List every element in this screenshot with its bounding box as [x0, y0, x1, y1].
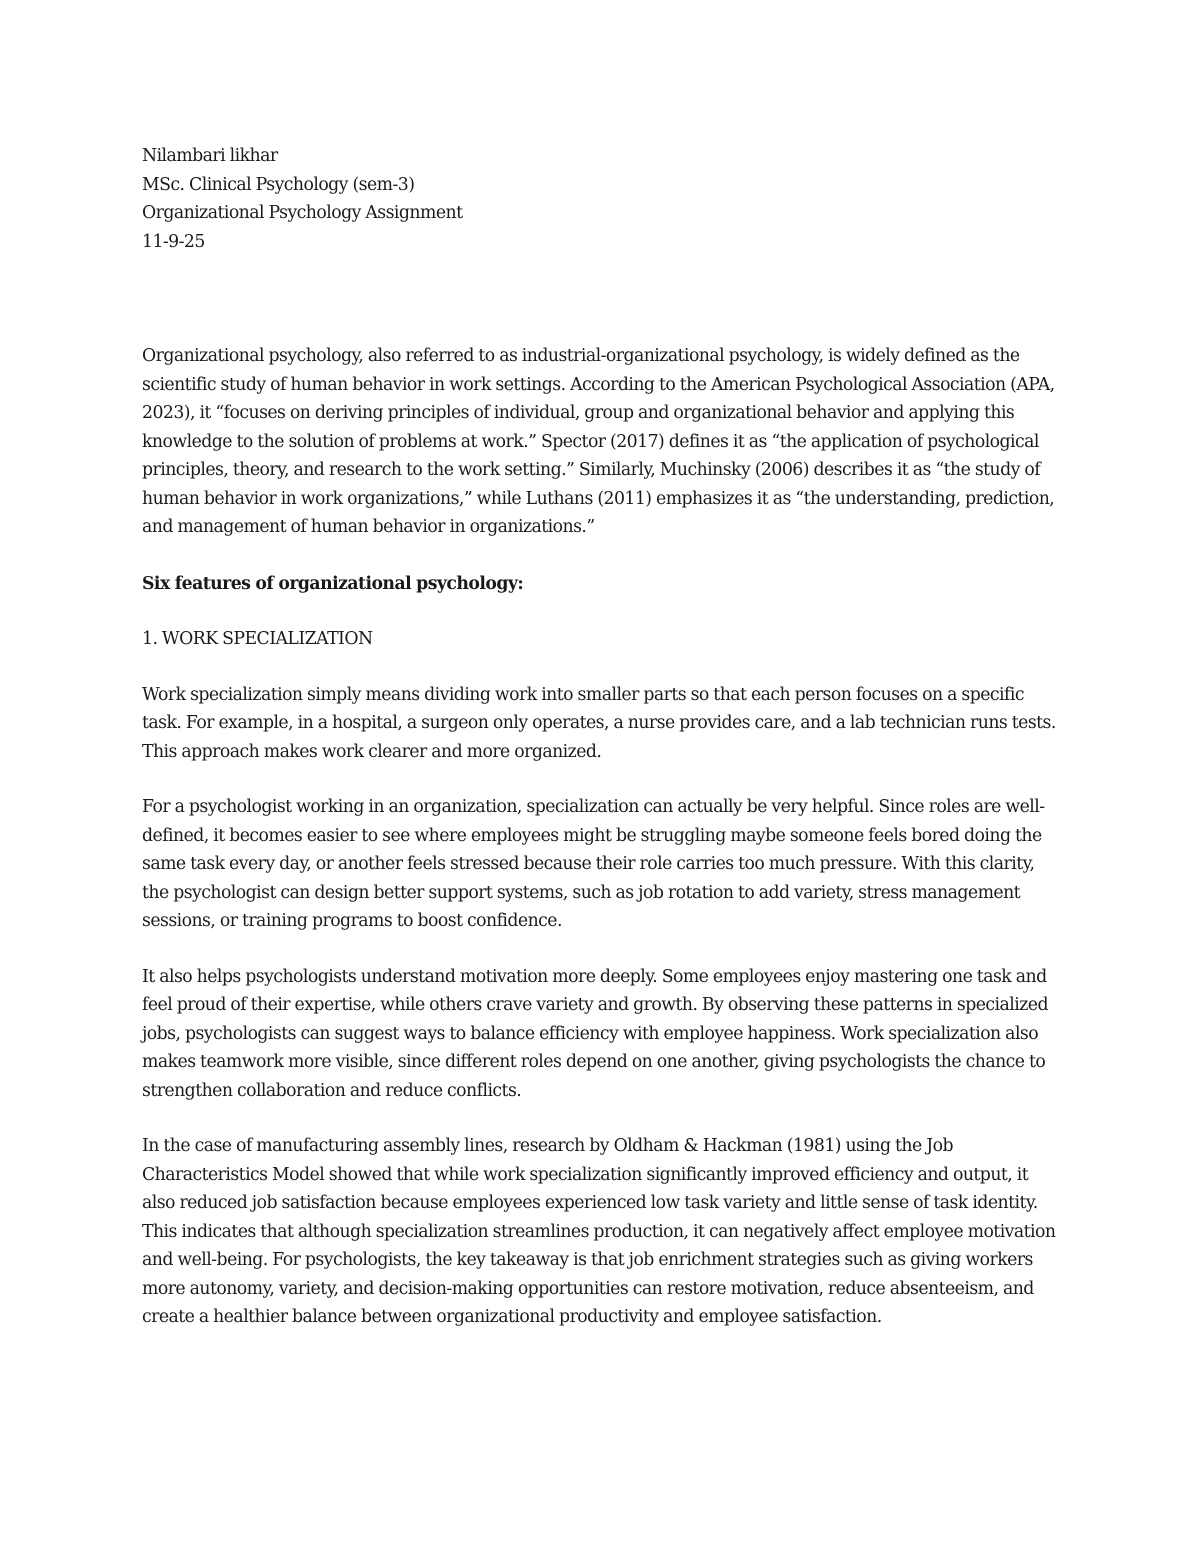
- assignment-title: Organizational Psychology Assignment: [142, 203, 463, 223]
- program-name: MSc. Clinical Psychology (sem-3): [142, 174, 415, 195]
- features-heading: Six features of organizational psychology:: [142, 573, 524, 594]
- author-name: Nilambari likhar: [142, 146, 278, 166]
- section-paragraph: It also helps psychologists understand motivation more deeply. Some employees enjoy mastering one task and feel proud of their expertise, while others crave variety and growth. By observing these patterns in specialized jobs, psychologists can suggest ways to balance efficiency with employee happiness. Work specialization also makes teamwork more visible, since different roles depend on one another, giving psychologists the chance to strengthen collaboration and reduce conflicts.: [142, 966, 1048, 1101]
- document-content: [142, 142, 1062, 1332]
- document-date: 11-9-25: [142, 231, 205, 252]
- section-paragraph: In the case of manufacturing assembly lines, research by Oldham & Hackman (1981) using the Job Characteristics Model showed that while work specialization significantly improved efficiency and output, it also reduced job satisfaction because employees experienced low task variety and little sense of task identity. This indicates that although specialization streamlines production, it can negatively affect employee motivation and well-being. For psychologists, the key takeaway is that job enrichment strategies such as giving workers more autonomy, variety, and decision-making opportunities can restore motivation, reduce absenteeism, and create a healthier balance between organizational productivity and employee satisfaction.: [142, 1136, 1056, 1327]
- section-paragraph: Work specialization simply means dividing work into smaller parts so that each person focuses on a specific task. For example, in a hospital, a surgeon only operates, a nurse provides care, and a lab technician runs tests. This approach makes work clearer and more organized.: [142, 684, 1056, 762]
- document-header: [142, 142, 1062, 256]
- section-paragraph: For a psychologist working in an organization, specialization can actually be very helpful. Since roles are well-defined, it becomes easier to see where employees might be struggling maybe someone feels bored doing the same task every day, or another feels stressed because their role carries too much pressure. With this clarity, the psychologist can design better support systems, such as job rotation to add variety, stress management sessions, or training programs to boost confidence.: [142, 797, 1045, 931]
- intro-paragraph: Organizational psychology, also referred to as industrial-organizational psychology, is widely defined as the scientific study of human behavior in work settings. According to the American Psychological Association (APA, 2023), it “focuses on deriving principles of individual, group and organizational behavior and applying this knowledge to the solution of problems at work.” Spector (2017) defines it as “the application of psychological principles, theory, and research to the work setting.” Similarly, Muchinsky (2006) describes it as “the study of human behavior in work organizations,” while Luthans (2011) emphasizes it as “the understanding, prediction, and management of human behavior in organizations.”: [142, 346, 1055, 537]
- section-title-work-specialization: 1. WORK SPECIALIZATION: [142, 629, 373, 649]
